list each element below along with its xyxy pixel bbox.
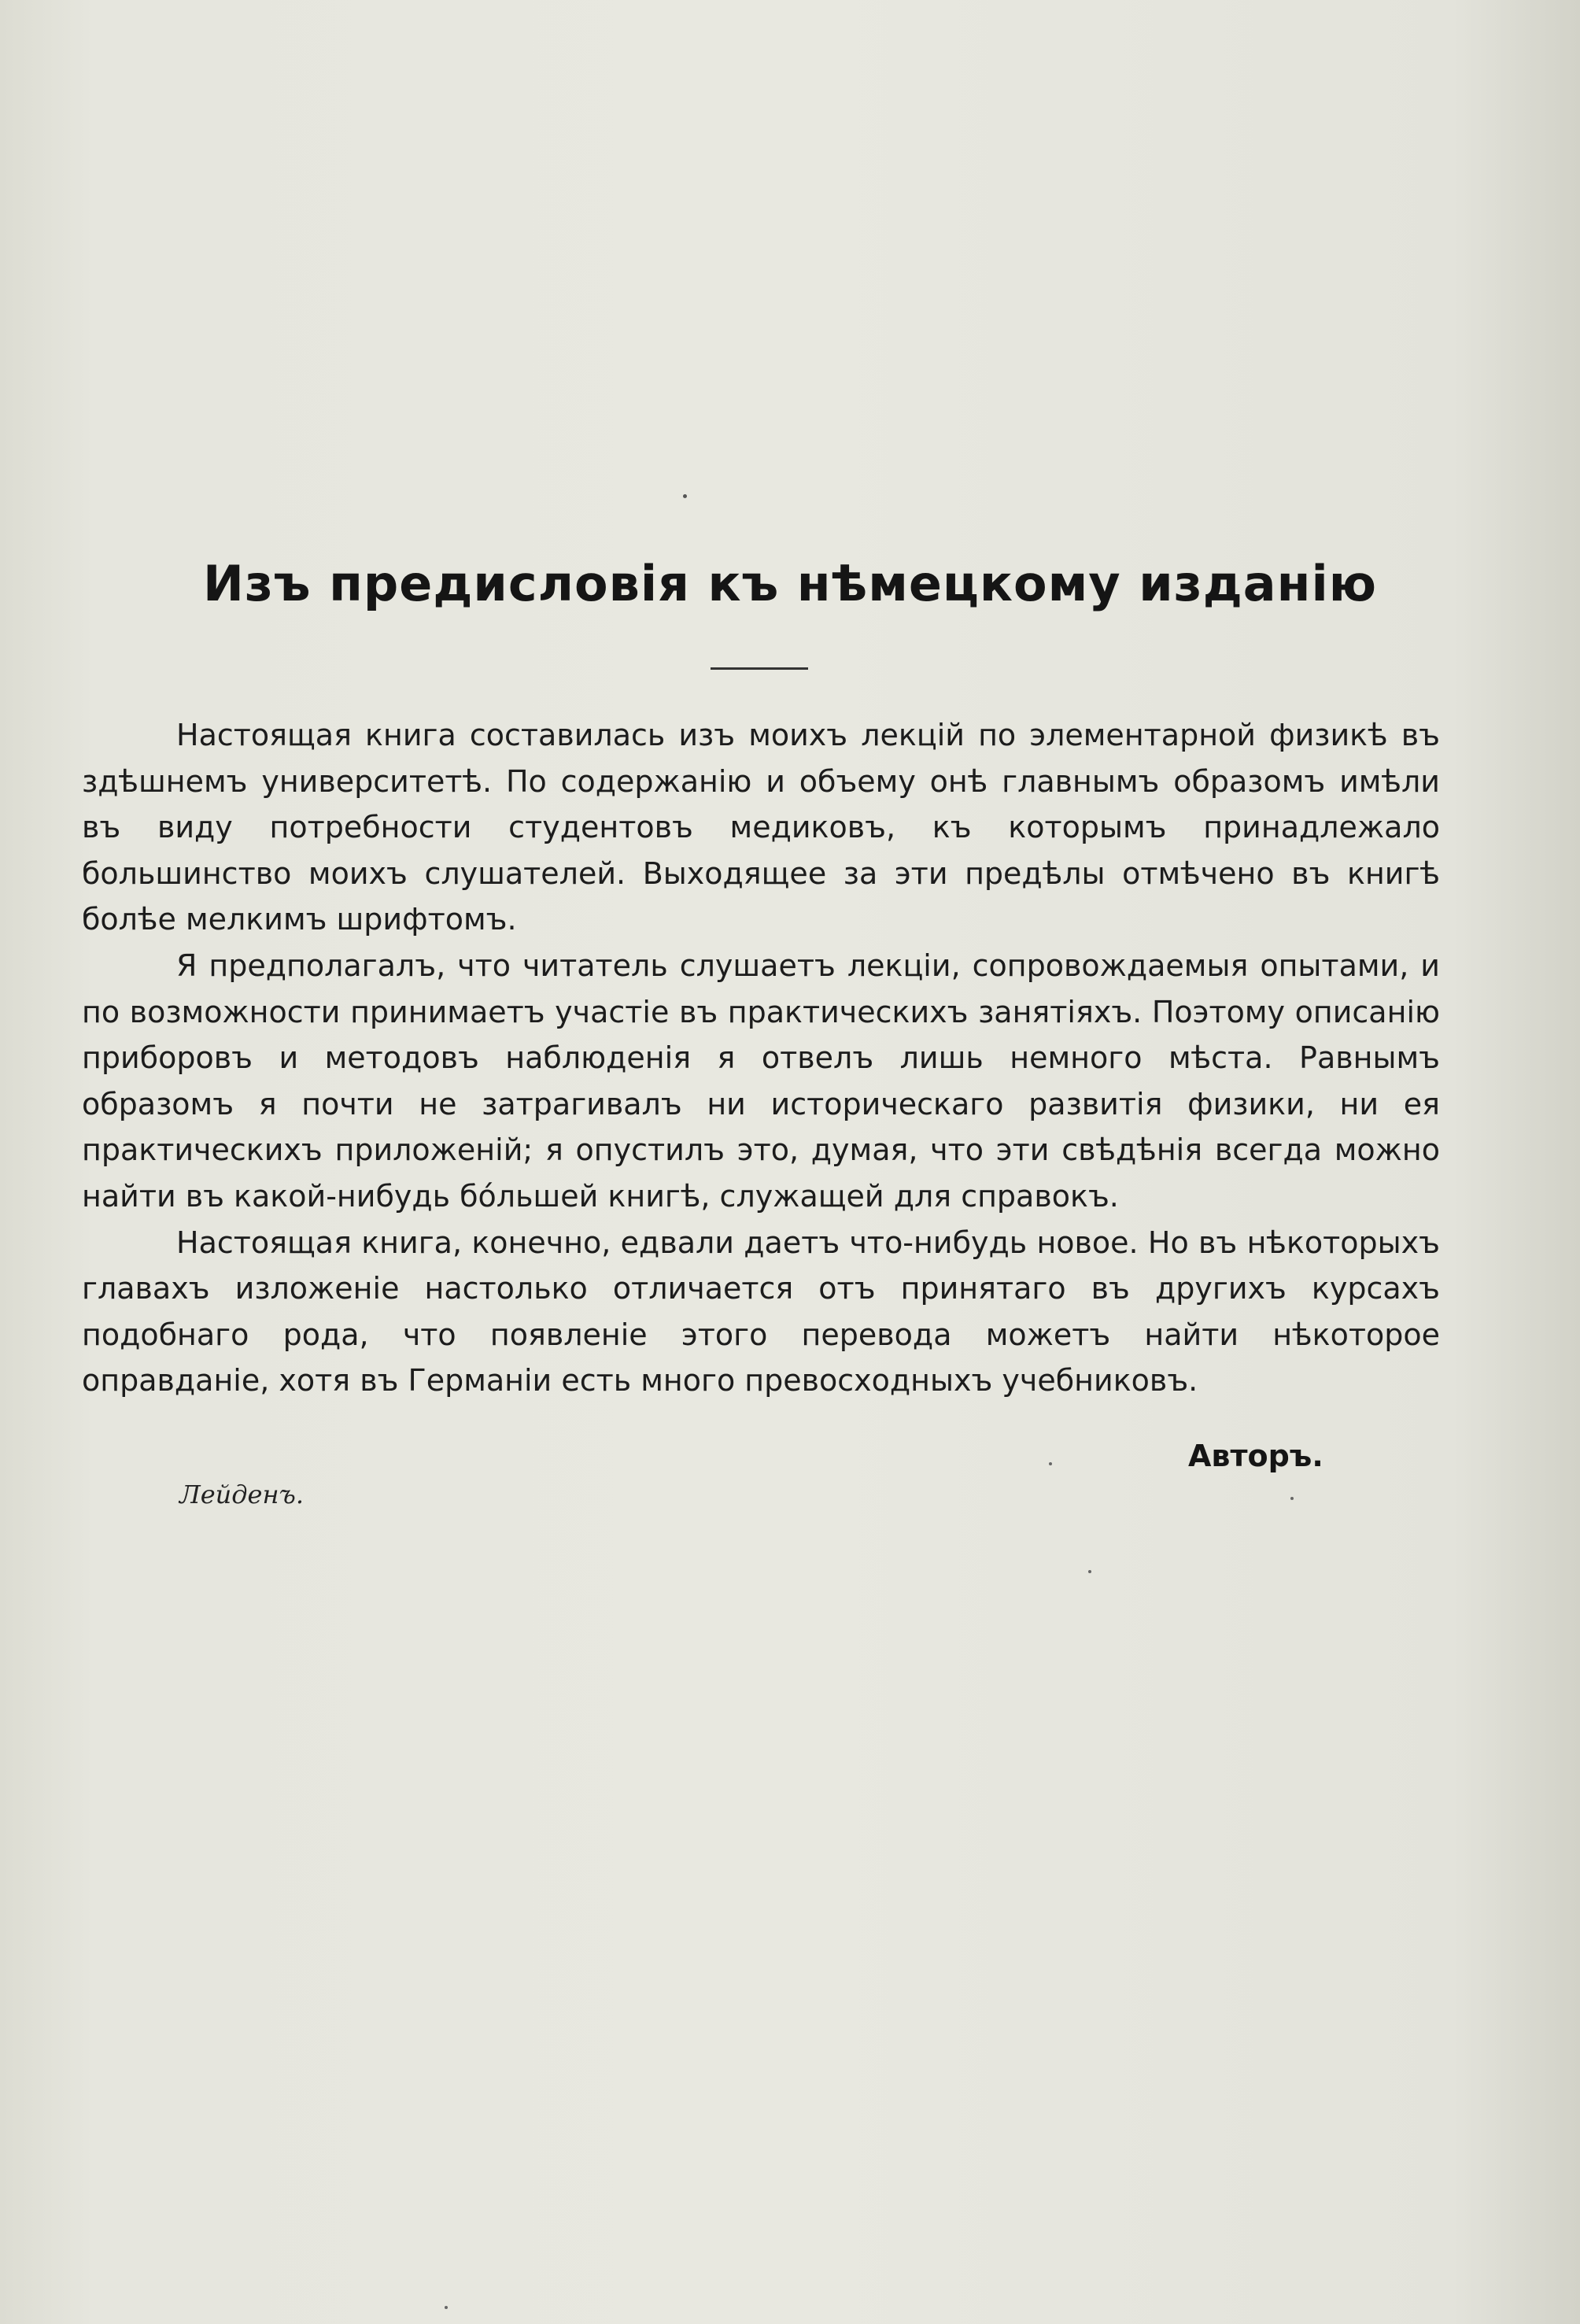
preface-body	[82, 712, 1440, 1404]
paragraph-3: Настоящая книга, конечно, едвали даетъ что-нибудь новое. Но въ нѣкоторыхъ главахъ изложеніе настолько отличается отъ принятаго въ другихъ курсахъ подобнаго рода, что появленіе этого перевода можетъ найти нѣкоторое оправданіе, хотя въ Германіи есть много превосходныхъ учебниковъ.	[82, 1225, 1440, 1398]
title-rule	[711, 667, 808, 670]
page-title: Изъ предисловія къ нѣмецкому изданію	[202, 555, 1377, 612]
paragraph-1: Настоящая книга составилась изъ моихъ лекцій по элементарной физикѣ въ здѣшнемъ университетѣ. По содержанію и объему онѣ главнымъ образомъ имѣли въ виду потребности студентовъ медиковъ, къ которымъ принадлежало большинство моихъ слушателей. Выходящее за эти предѣлы отмѣчено въ книгѣ болѣе мелкимъ шрифтомъ.	[82, 718, 1440, 937]
author-signature: Авторъ.	[1188, 1439, 1323, 1473]
place-name: Лейденъ.	[179, 1480, 305, 1509]
print-speck	[445, 2306, 448, 2309]
print-speck	[1290, 1497, 1294, 1500]
print-speck	[1088, 1570, 1091, 1573]
print-speck	[683, 494, 687, 498]
print-speck	[1049, 1462, 1052, 1465]
paragraph-2: Я предполагалъ, что читатель слушаетъ лекціи, сопровождаемыя опытами, и по возможности принимаетъ участіе въ практическихъ занятіяхъ. Поэтому описанію приборовъ и методовъ наблюденія я отвелъ лишь немного мѣста. Равнымъ образомъ я почти не затрагивалъ ни историческаго развитія физики, ни ея практическихъ приложеній; я опустилъ это, думая, что эти свѣдѣнія всегда можно найти въ какой-нибудь бóльшей книгѣ, служащей для справокъ.	[82, 948, 1440, 1214]
